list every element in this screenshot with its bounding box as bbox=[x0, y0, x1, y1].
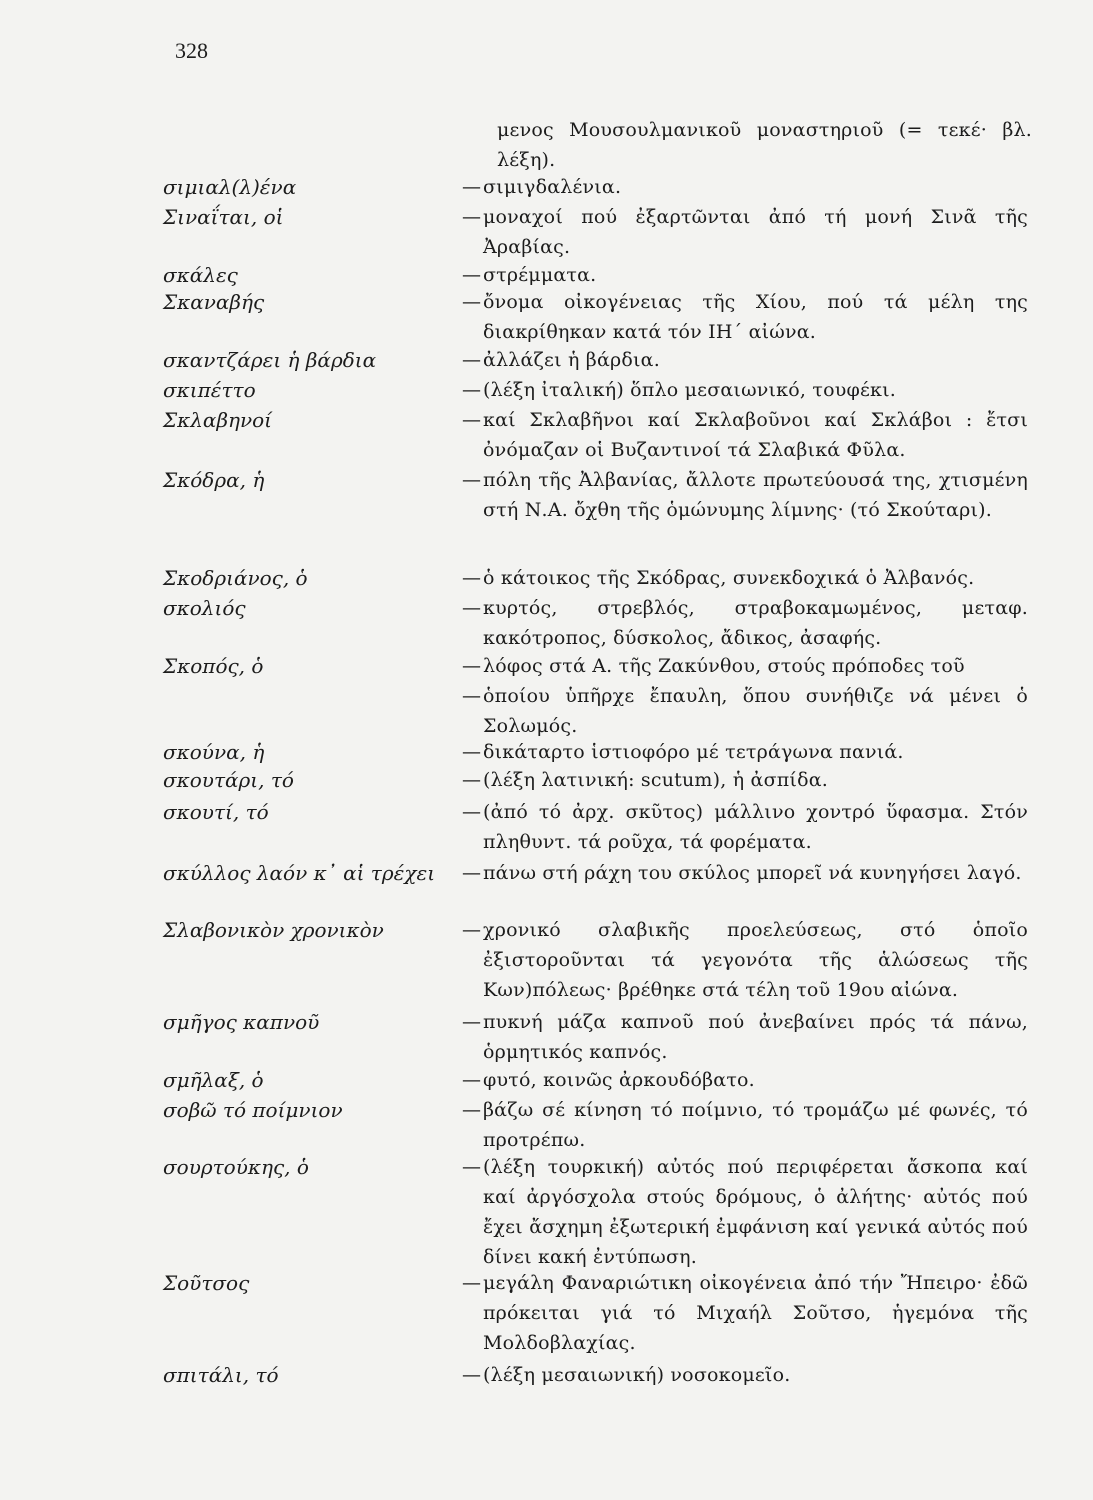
entry-dash: — bbox=[462, 567, 481, 589]
entry-definition: (λέξη τουρκική) αὐτός πού περιφέρεται ἄσκοπα καί καί ἀργόσχολα στούς δρόμους, ὁ ἀλήτης· αὐτός πού ἔχει ἄσχημη ἐξωτερική ἐμφάνιση καί γενικά αὐτός πού δίνει κακή ἐντύπωση. bbox=[483, 1156, 1028, 1268]
entry-definition: ὁ κάτοικος τῆς Σκόδρας, συνεκδοχικά ὁ Ἀλβανός. bbox=[483, 567, 975, 589]
entry-dash: — bbox=[462, 349, 481, 371]
entry-dash: — bbox=[462, 597, 481, 619]
entry-definition: (λέξη λατινική: scutum), ἡ ἀσπίδα. bbox=[483, 769, 828, 791]
entry-dash: — bbox=[462, 655, 481, 677]
entry-dash: — bbox=[462, 264, 481, 286]
entry-definition: λόφος στά Α. τῆς Ζακύνθου, στούς πρόποδες τοῦ bbox=[483, 655, 965, 677]
entry-term: σκύλλος λαόν κ᾽ αἱ τρέχει bbox=[163, 861, 436, 885]
entry-dash: — bbox=[462, 176, 481, 198]
entry-definition: μεγάλη Φαναριώτικη οἰκογένεια ἀπό τήν Ἤπειρο· ἐδῶ πρόκειται γιά τό Μιχαήλ Σοῦτσο, ἡγεμόνα τῆς Μολδοβλαχίας. bbox=[483, 1272, 1028, 1354]
entry-definition: μενος Μουσουλμανικοῦ μοναστηριοῦ (= τεκέ· βλ. λέξη). bbox=[497, 119, 1032, 171]
entry-dash: — bbox=[462, 1156, 481, 1178]
entry-dash: — bbox=[462, 469, 481, 491]
entry-term: σουρτούκης, ὁ bbox=[163, 1155, 309, 1179]
entry-definition: φυτό, κοινῶς ἀρκουδόβατο. bbox=[483, 1069, 755, 1091]
entry-definition: πυκνή μάζα καπνοῦ πού ἀνεβαίνει πρός τά πάνω, ὁρμητικός καπνός. bbox=[483, 1011, 1028, 1063]
entry-term: Σκοδριάνος, ὁ bbox=[163, 566, 308, 590]
entry-term: σμῆλαξ, ὁ bbox=[163, 1068, 264, 1092]
entry-definition: ὁποίου ὑπῆρχε ἔπαυλη, ὅπου συνήθιζε νά μένει ὁ Σολωμός. bbox=[483, 685, 1028, 737]
entry-term: Σκοπός, ὁ bbox=[163, 654, 264, 678]
entry-definition: μοναχοί πού ἐξαρτῶνται ἀπό τή μονή Σινᾶ τῆς Ἀραβίας. bbox=[483, 206, 1028, 258]
entry-dash: — bbox=[462, 379, 481, 401]
entry-dash: — bbox=[462, 862, 481, 884]
entry-definition: χρονικό σλαβικῆς προελεύσεως, στό ὁποῖο ἐξιστοροῦνται τά γεγονότα τῆς ἁλώσεως τῆς Κων)πόλεως· βρέθηκε στά τέλη τοῦ 19ου αἰώνα. bbox=[483, 919, 1028, 1001]
entry-dash: — bbox=[462, 1011, 481, 1033]
entry-term: σοβῶ τό ποίμνιον bbox=[163, 1098, 343, 1122]
entry-dash: — bbox=[462, 1364, 481, 1386]
entry-term: Σκαναβής bbox=[163, 290, 265, 314]
entry-definition: (ἀπό τό ἀρχ. σκῦτος) μάλλινο χοντρό ὕφασμα. Στόν πληθυντ. τά ροῦχα, τά φορέματα. bbox=[483, 801, 1028, 853]
entry-term: σκολιός bbox=[163, 596, 246, 620]
entry-term: σκαντζάρει ἡ βάρδια bbox=[163, 348, 377, 372]
entry-definition: σιμιγδαλένια. bbox=[483, 176, 622, 198]
entry-definition: ἀλλάζει ἡ βάρδια. bbox=[483, 349, 660, 371]
entry-dash: — bbox=[462, 741, 481, 763]
entry-definition: ὄνομα οἰκογένειας τῆς Χίου, πού τά μέλη της διακρίθηκαν κατά τόν ΙΗ΄ αἰώνα. bbox=[483, 291, 1028, 343]
entry-term: Σκλαβηνοί bbox=[163, 408, 273, 432]
entry-term: σμῆγος καπνοῦ bbox=[163, 1010, 320, 1034]
entry-dash: — bbox=[462, 919, 481, 941]
entry-dash: — bbox=[462, 1069, 481, 1091]
entry-term: σκιπέττο bbox=[163, 378, 256, 402]
entry-term: σκουτάρι, τό bbox=[163, 768, 294, 792]
entry-term: σιμιαλ(λ)ένα bbox=[163, 175, 297, 199]
entry-term: σπιτάλι, τό bbox=[163, 1363, 279, 1387]
entry-dash: — bbox=[462, 769, 481, 791]
entry-dash: — bbox=[462, 685, 481, 707]
entry-term: σκούνα, ἡ bbox=[163, 740, 265, 764]
entry-term: σκουτί, τό bbox=[163, 800, 269, 824]
entry-term: Σκόδρα, ἡ bbox=[163, 468, 265, 492]
entry-dash: — bbox=[462, 1272, 481, 1294]
entry-definition: (λέξη ἰταλική) ὅπλο μεσαιωνικό, τουφέκι. bbox=[483, 379, 896, 401]
entry-term: Σλαβονικὸν χρονικὸν bbox=[163, 918, 384, 942]
entry-definition: βάζω σέ κίνηση τό ποίμνιο, τό τρομάζω μέ φωνές, τό προτρέπω. bbox=[483, 1099, 1028, 1151]
entry-dash: — bbox=[462, 409, 481, 431]
entry-dash: — bbox=[462, 1099, 481, 1121]
entry-definition: πόλη τῆς Ἀλβανίας, ἄλλοτε πρωτεύουσά της, χτισμένη στή Ν.Α. ὄχθη τῆς ὁμώνυμης λίμνης· (τό Σκούταρι). bbox=[483, 469, 1028, 521]
entry-definition: στρέμματα. bbox=[483, 264, 597, 286]
entry-definition: (λέξη μεσαιωνική) νοσοκομεῖο. bbox=[483, 1364, 791, 1386]
entry-term: Σοῦτσος bbox=[163, 1271, 250, 1295]
entry-definition: καί Σκλαβῆνοι καί Σκλαβοῦνοι καί Σκλάβοι : ἔτσι ὀνόμαζαν οἱ Βυζαντινοί τά Σλαβικά Φῦλα. bbox=[483, 409, 1028, 461]
entry-definition: πάνω στή ράχη του σκύλος μπορεῖ νά κυνηγήσει λαγό. bbox=[483, 862, 1022, 884]
entry-dash: — bbox=[462, 291, 481, 313]
entry-definition: δικάταρτο ἱστιοφόρο μέ τετράγωνα πανιά. bbox=[483, 741, 904, 763]
entry-dash: — bbox=[462, 801, 481, 823]
entry-definition: κυρτός, στρεβλός, στραβοκαμωμένος, μεταφ. κακότροπος, δύσκολος, ἄδικος, ἀσαφής. bbox=[483, 597, 1028, 649]
entry-term: Σιναΐται, οἱ bbox=[163, 205, 284, 229]
entry-term: σκάλες bbox=[163, 263, 238, 287]
page-number: 328 bbox=[175, 38, 208, 63]
entry-dash: — bbox=[462, 206, 481, 228]
